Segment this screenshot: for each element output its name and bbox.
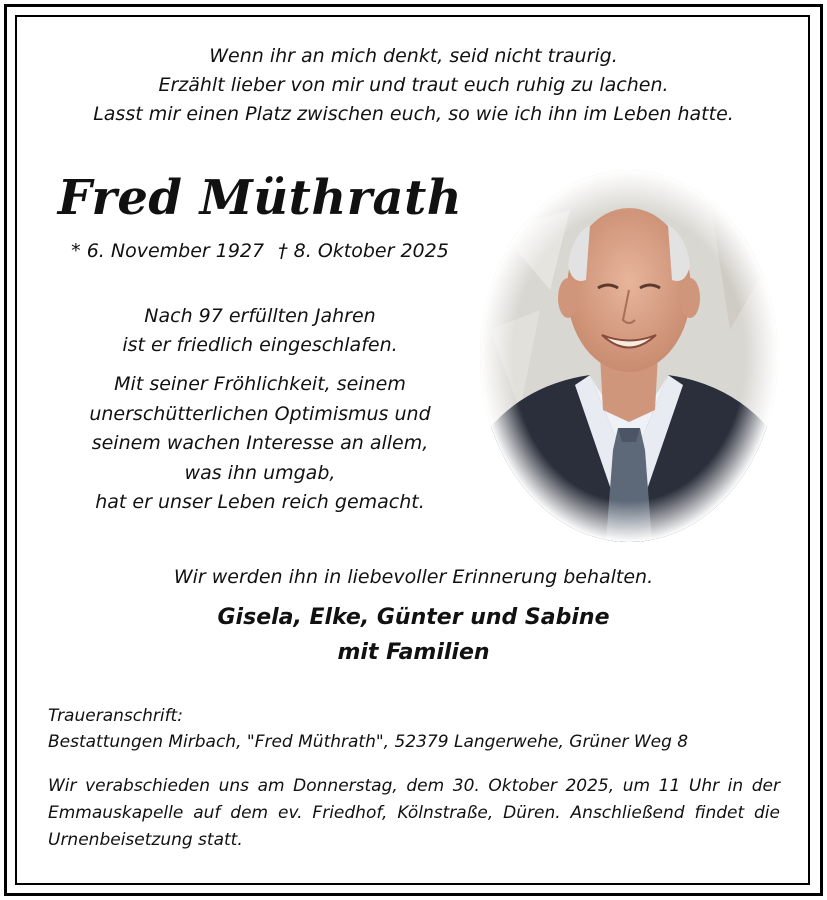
text-line: ist er friedlich eingeschlafen. [122,334,398,356]
deceased-name: Fred Müthrath [57,170,463,226]
poem [0,42,827,129]
passing-text [0,302,520,360]
address-label: Traueranschrift: [48,706,183,726]
text-line: was ihn umgab, [184,461,336,484]
text-line: hat er unser Leben reich gemacht. [95,491,425,513]
life-dates [0,240,520,262]
death-date: † 8. Oktober 2025 [278,240,449,262]
portrait-photo [480,170,778,542]
birth-date: * 6. November 1927 [71,240,265,262]
farewell-text: Wir verabschieden uns am Donnerstag, dem 30. Oktober 2025, um 11 Uhr in der Emmauskapelle auf dem ev. Friedhof, Kölnstraße, Düren. Anschließend findet die Urnenbeisetzung statt. [48,776,780,850]
poem-line: Wenn ihr an mich denkt, seid nicht traurig. [209,45,618,67]
text-line: unerschütterlichen Optimismus und [89,402,431,425]
tribute-text [0,370,520,518]
family-signature [0,600,827,670]
remembrance-line: Wir werden ihn in liebevoller Erinnerung behalten. [173,566,654,588]
address-text: Bestattungen Mirbach, "Fred Müthrath", 52379 Langerwehe, Grüner Weg 8 [48,732,689,752]
text-line: seinem wachen Interesse an allem, [91,432,429,454]
family-suffix: mit Familien [337,640,490,665]
poem-line: Erzählt lieber von mir und traut euch ruhig zu lachen. [158,74,669,96]
family-names: Gisela, Elke, Günter und Sabine [217,605,610,630]
text-line: Nach 97 erfüllten Jahren [144,305,376,327]
poem-line: Lasst mir einen Platz zwischen euch, so wie ich ihn im Leben hatte. [93,103,734,125]
text-line: Mit seiner Fröhlichkeit, seinem [114,373,406,395]
